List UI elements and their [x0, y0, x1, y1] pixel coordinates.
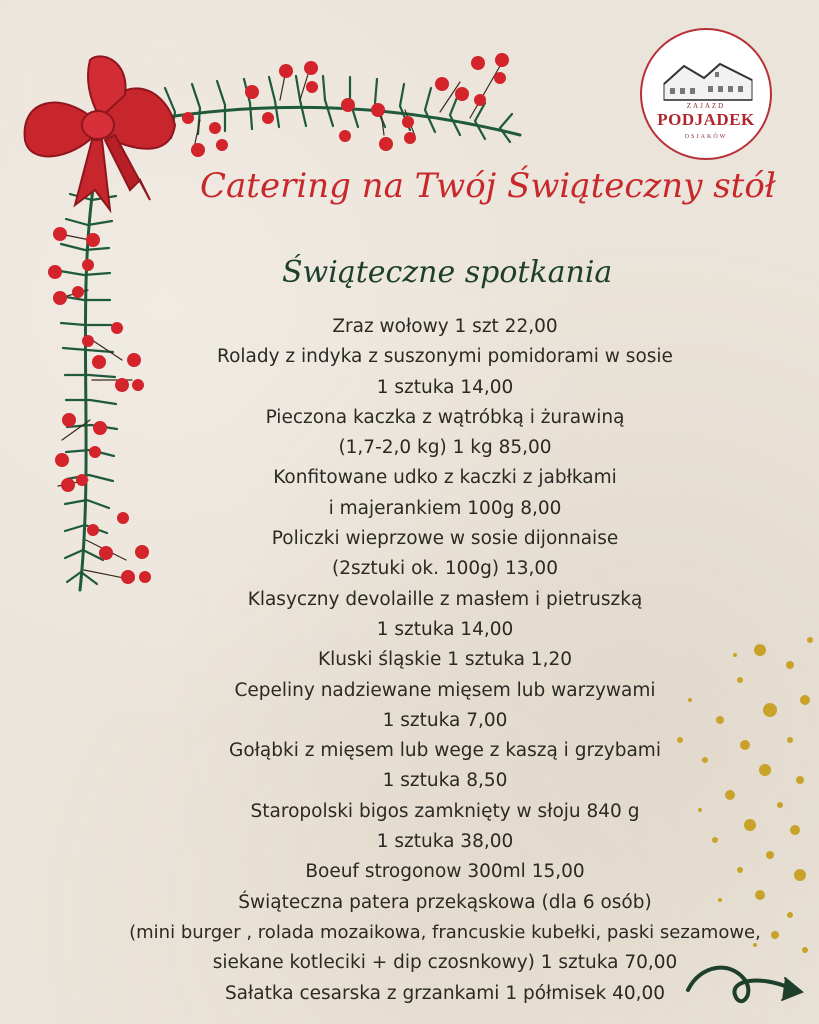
menu-line: Świąteczna patera przekąskowa (dla 6 osób) — [238, 891, 652, 913]
menu-line: Pieczona kaczka z wątróbką i żurawiną — [265, 406, 625, 428]
menu-line: 1 sztuka 14,00 — [376, 376, 514, 398]
menu-line: Kluski śląskie 1 sztuka 1,20 — [317, 649, 572, 671]
menu-list — [40, 312, 819, 1009]
menu-line: i majerankiem 100g 8,00 — [328, 497, 562, 519]
page-title: Catering na Twój Świąteczny stół — [200, 166, 776, 206]
menu-line: (1,7-2,0 kg) 1 kg 85,00 — [338, 437, 552, 459]
menu-line: Sałatka cesarska z grzankami 1 półmisek 40,00 — [224, 982, 666, 1004]
menu-line: Klasyczny devolaille z masłem i pietruszką — [247, 588, 643, 610]
logo — [640, 28, 772, 160]
menu-line: siekane kotleciki + dip czosnkowy) 1 sztuka 70,00 — [212, 952, 678, 974]
menu-line: 1 sztuka 14,00 — [376, 618, 514, 640]
menu-line: Gołąbki z mięsem lub wege z kaszą i grzybami — [229, 740, 661, 762]
red-bow-icon — [25, 56, 175, 210]
menu-line: Rolady z indyka z suszonymi pomidorami w sosie — [217, 346, 673, 368]
menu-line: 1 sztuka 7,00 — [382, 709, 508, 731]
section-subtitle: Świąteczne spotkania — [282, 255, 613, 290]
inn-building-icon — [660, 56, 756, 102]
logo-place: OSJAKÓW — [684, 134, 728, 140]
menu-line: (2sztuki ok. 100g) 13,00 — [332, 558, 558, 580]
menu-line: 1 sztuka 38,00 — [376, 831, 514, 853]
menu-line: Zraz wołowy 1 szt 22,00 — [332, 316, 558, 337]
menu-line: Staropolski bigos zamknięty w słoju 840 g — [250, 800, 640, 822]
logo-brand: PODJADEK — [657, 110, 755, 129]
menu-line: Cepeliny nadziewane mięsem lub warzywami — [234, 679, 656, 701]
logo-small-text: ZAJAZD — [686, 102, 726, 110]
menu-line: Konfitowane udko z kaczki z jabłkami — [273, 467, 617, 489]
menu-line: 1 sztuka 8,50 — [382, 770, 508, 792]
menu-line: Boeuf strogonow 300ml 15,00 — [305, 861, 585, 883]
menu-line: Policzki wieprzowe w sosie dijonnaise — [271, 528, 619, 550]
menu-line: (mini burger , rolada mozaikowa, francuskie kubełki, paski sezamowe, — [129, 921, 761, 943]
